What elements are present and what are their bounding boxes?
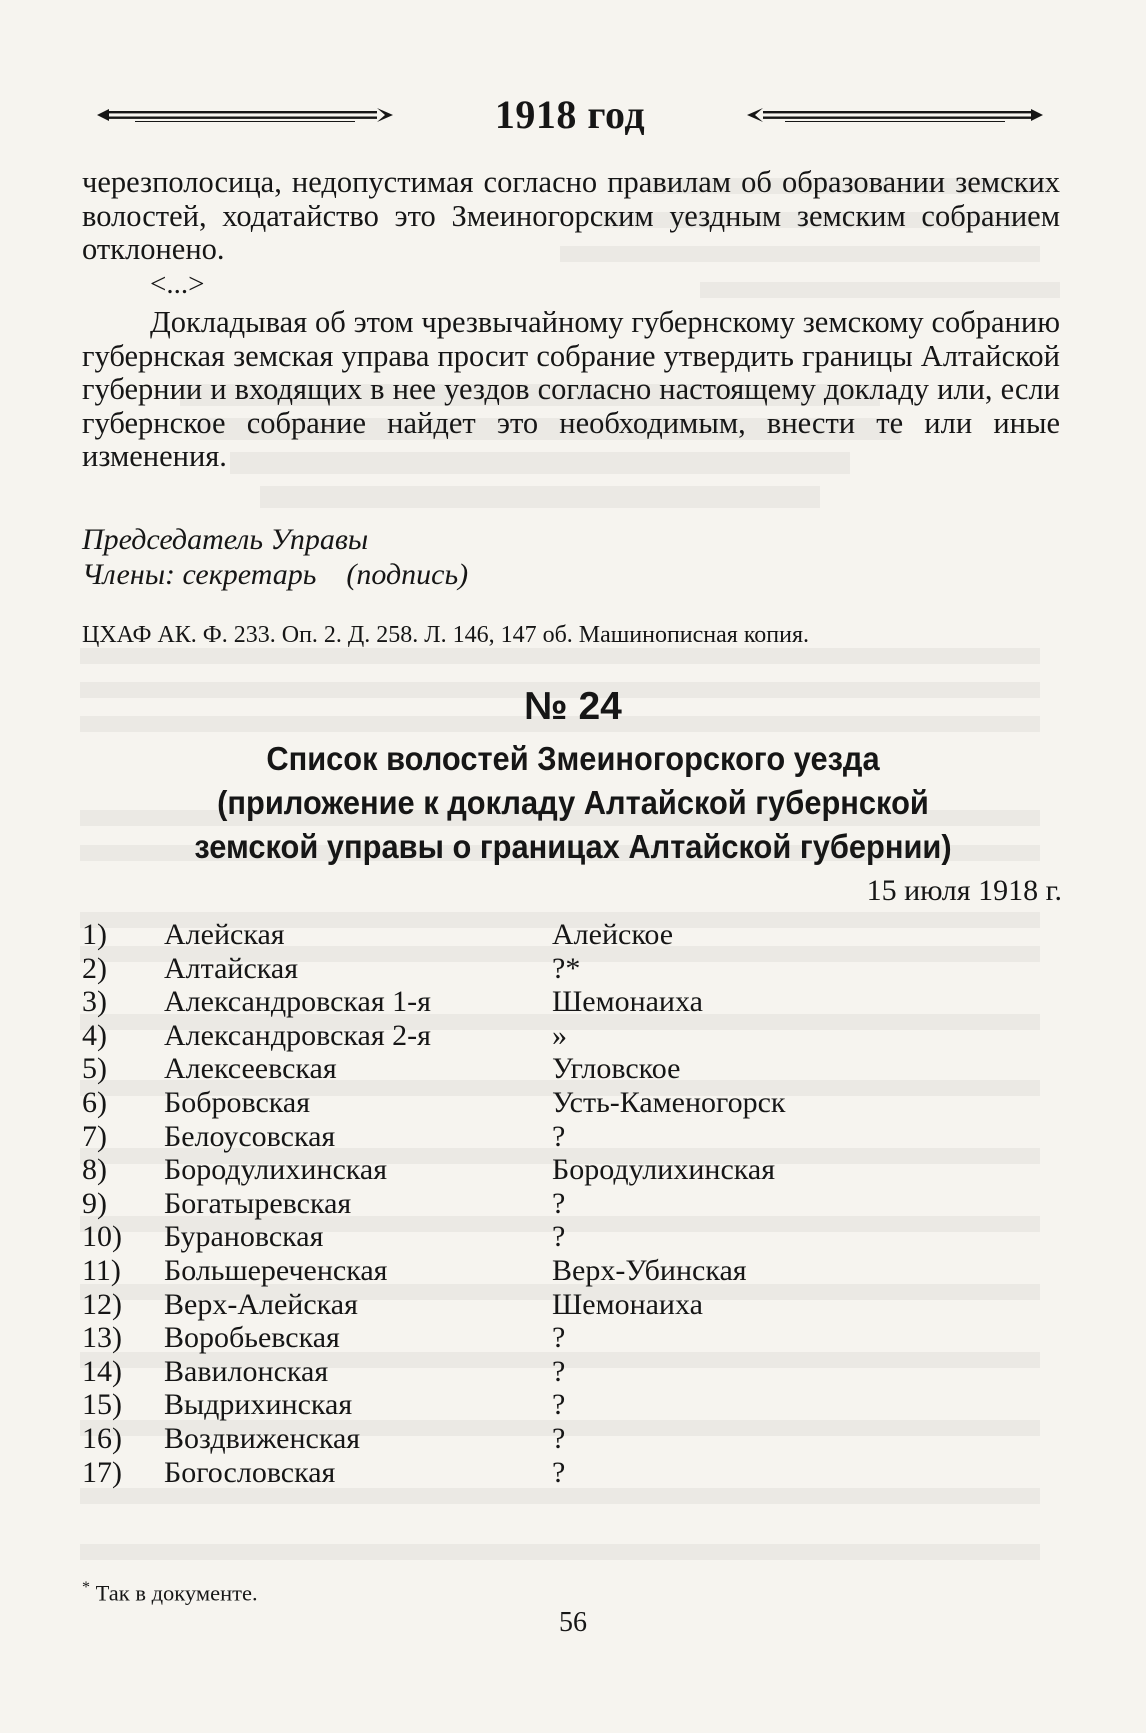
item-number: 14) [82, 1354, 122, 1388]
volost-list [82, 918, 1042, 1489]
volost-name: Бобровская [164, 1085, 311, 1119]
volost-name: Воздвиженская [164, 1421, 361, 1455]
footnote-divider [82, 1565, 462, 1566]
item-number: 8) [82, 1153, 107, 1187]
volost-name: Алтайская [164, 951, 299, 985]
volost-center: ? [552, 1455, 566, 1489]
item-number: 15) [82, 1388, 122, 1422]
list-item [82, 985, 1042, 1019]
volost-center: Алейское [552, 918, 674, 951]
list-item [82, 918, 1042, 952]
list-item [82, 1052, 1042, 1086]
volost-center: Угловское [552, 1052, 681, 1086]
volost-name: Воробьевская [164, 1321, 340, 1355]
volost-name: Белоусовская [164, 1119, 336, 1153]
page-number: 56 [559, 1607, 587, 1638]
item-number: 5) [82, 1052, 107, 1086]
document-title-line-1: Список волостей Змеиногорского уезда [266, 741, 880, 778]
list-item [82, 1355, 1042, 1389]
volost-name: Большереченская [164, 1253, 388, 1287]
volost-name: Алейская [164, 918, 285, 951]
item-number: 13) [82, 1321, 122, 1355]
item-number: 6) [82, 1085, 107, 1119]
document-title [46, 738, 1100, 870]
paragraph-report: Докладывая об этом чрезвычайному губернскому земскому собранию губернская земская управа просит собрание утвердить границы Алтайской губернии и входящих в нее уездов согласно настоящему докладу или, если губернское собрание найдет это необходимым, внести те или иные изменения. [82, 305, 1060, 473]
omission-mark: <...> [150, 268, 205, 300]
volost-name: Алексеевская [164, 1052, 337, 1086]
list-item [82, 1388, 1042, 1422]
volost-center: Верх-Убинская [552, 1253, 747, 1287]
volost-name: Верх-Алейская [164, 1287, 358, 1321]
list-item [82, 1288, 1042, 1322]
volost-center: Шемонаиха [552, 1287, 703, 1321]
paragraph-continuation: черезполосица, недопустимая согласно правилам об образовании земских волостей, ходатайство это Змеиногорским уездным земским собранием отклонено. [82, 165, 1060, 266]
running-title: 1918 год [494, 92, 646, 137]
volost-name: Александровская 2-я [164, 1018, 431, 1052]
list-item [82, 1422, 1042, 1456]
volost-center: ? [552, 1321, 566, 1355]
signature-members: Члены: секретарь (подпись) [82, 558, 469, 591]
footnote-text: Так в документе. [95, 1580, 258, 1606]
header-ornament-right [745, 100, 1045, 130]
archive-source-citation: ЦХАФ АК. Ф. 233. Оп. 2. Д. 258. Л. 146, 147 об. Машинописная копия. [82, 622, 809, 648]
item-number: 1) [82, 918, 107, 951]
running-header [95, 92, 1045, 142]
footnote [82, 1574, 258, 1608]
volost-center: ? [552, 1388, 566, 1422]
volost-center: Усть-Каменогорск [552, 1085, 786, 1119]
list-item [82, 952, 1042, 986]
item-number: 4) [82, 1018, 107, 1052]
document-number: № 24 [524, 685, 622, 728]
volost-name: Бородулихинская [164, 1153, 387, 1187]
item-number: 17) [82, 1455, 122, 1489]
volost-center: ?* [552, 951, 581, 985]
item-number: 12) [82, 1287, 122, 1321]
volost-name: Александровская 1-я [164, 985, 431, 1019]
volost-center: ? [552, 1186, 566, 1220]
volost-center: ? [552, 1220, 566, 1254]
volost-center: ? [552, 1119, 566, 1153]
list-item [82, 1120, 1042, 1154]
list-item [82, 1187, 1042, 1221]
item-number: 2) [82, 951, 107, 985]
document-title-line-2: (приложение к докладу Алтайской губернской [217, 785, 929, 822]
footnote-marker: * [82, 1579, 90, 1596]
item-number: 3) [82, 985, 107, 1019]
signature-chairman: Председатель Управы [82, 523, 369, 556]
volost-center: » [552, 1018, 567, 1052]
list-item [82, 1019, 1042, 1053]
list-item [82, 1153, 1042, 1187]
volost-name: Бурановская [164, 1220, 324, 1254]
list-item [82, 1456, 1042, 1490]
volost-name: Богатыревская [164, 1186, 352, 1220]
list-item [82, 1321, 1042, 1355]
document-date: 15 июля 1918 г. [866, 874, 1062, 907]
volost-center: Шемонаиха [552, 985, 703, 1019]
item-number: 11) [82, 1253, 121, 1287]
volost-name: Богословская [164, 1455, 336, 1489]
item-number: 7) [82, 1119, 107, 1153]
volost-center: ? [552, 1421, 566, 1455]
list-item [82, 1254, 1042, 1288]
volost-center: Бородулихинская [552, 1153, 775, 1187]
volost-name: Вавилонская [164, 1354, 329, 1388]
volost-center: ? [552, 1354, 566, 1388]
list-item [82, 1086, 1042, 1120]
list-item [82, 1220, 1042, 1254]
document-title-line-3: земской управы о границах Алтайской губернии) [194, 829, 952, 866]
item-number: 10) [82, 1220, 122, 1254]
item-number: 9) [82, 1186, 107, 1220]
volost-name: Выдрихинская [164, 1388, 353, 1422]
item-number: 16) [82, 1421, 122, 1455]
